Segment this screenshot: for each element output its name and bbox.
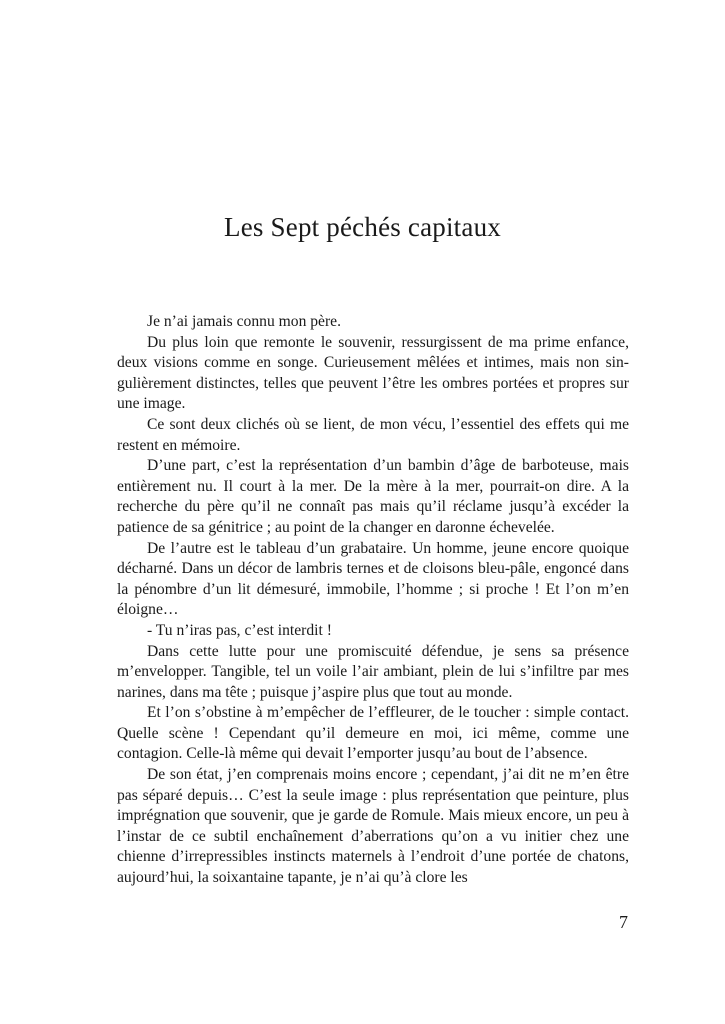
chapter-text xyxy=(117,312,629,889)
paragraph: D’une part, c’est la représentation d’un bambin d’âge de barboteuse, mais entièrement nu. Il court à la mer. De la mère à la mer, pourrait-on dire. A la recherche du père qu’il ne connaît pas mais qu’il réclame jusqu’à excéder la patience de sa génitrice ; au point de la changer en daronne échevelée. xyxy=(117,457,629,536)
paragraph: Du plus loin que remonte le souvenir, ressurgissent de ma prime enfance, deux visions comme en songe. Curieusement mêlées et intimes, mais non singulièrement distinctes, telles que peuvent l’être les ombres portées et propres sur une image. xyxy=(117,333,629,413)
paragraph: - Tu n’iras pas, c’est interdit ! xyxy=(147,621,332,639)
page-number: 7 xyxy=(619,912,628,932)
paragraph: Dans cette lutte pour une promiscuité défendue, je sens sa présence m’envelopper. Tangible, tel un voile l’air ambiant, plein de lui s’infiltre par mes narines, dans ma tête ; puisque j’aspire plus que tout au monde. xyxy=(117,642,629,701)
paragraph: Et l’on s’obstine à m’empêcher de l’effleurer, de le toucher : simple contact. Quelle scène ! Cependant qu’il demeure en moi, ici même, comme une contagion. Celle-là même qui devait l’emporter jusqu’au bout de l’absence. xyxy=(117,704,629,763)
paragraph: De l’autre est le tableau d’un grabataire. Un homme, jeune encore quoique décharné. Dans un décor de lambris ternes et de cloisons bleu-pâle, engoncé dans la pénombre d’un lit démesuré, immobile, l’homme ; si proche ! Et l’on m’en éloigne… xyxy=(117,539,629,619)
paragraph: Je n’ai jamais connu mon père. xyxy=(147,313,341,330)
chapter-title: Les Sept péchés capitaux xyxy=(224,212,501,242)
paragraph: Ce sont deux clichés où se lient, de mon vécu, l’essentiel des effets qui me restent en mémoire. xyxy=(117,415,629,454)
paragraph: De son état, j’en comprenais moins encore ; cependant, j’ai dit ne m’en être pas séparé depuis… C’est la seule image : plus représentation que peinture, plus imprégnation que souvenir, que je garde de Romule. Mais mieux encore, un peu à l’instar de ce subtil enchaînement d’aberrations qu’on a vu initier chez une chienne d’irrepressibles instincts maternels à l’endroit d’une portée de chatons, aujourd’hui, la soixantaine tapante, je n’ai qu’à clore les xyxy=(117,766,629,887)
